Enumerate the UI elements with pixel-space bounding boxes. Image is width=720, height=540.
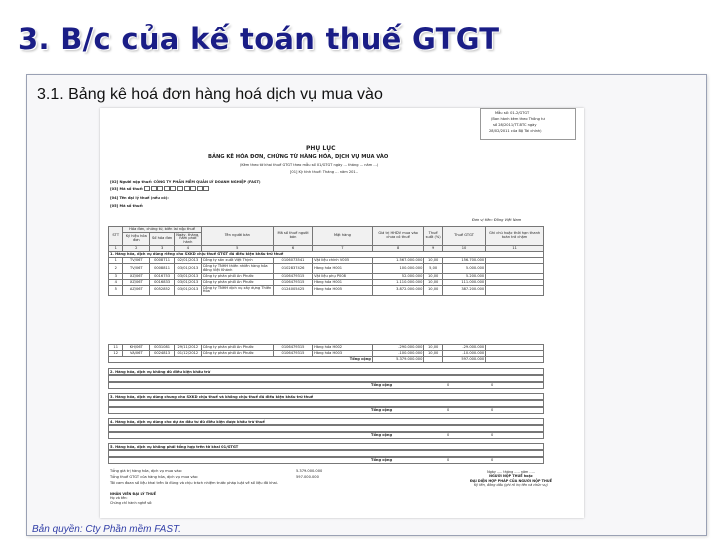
col-header: Mặt hàng [313,227,373,246]
table-cell: 1.110.000.000 [372,279,424,285]
table-cell: 5,00 [424,264,443,274]
table-cell: 03/01/2013 [174,285,201,295]
total-value: 0 [447,458,450,462]
table-cell: 156.700.000 [442,258,485,264]
tax-id-boxes [144,186,210,191]
agent-staff-cert: Chứng chỉ hành nghề số: [110,500,153,505]
total-value: 0 [491,458,494,462]
doc-period: [01] Kỳ tính thuế: Tháng ... năm 201.. [290,170,358,174]
invoice-table [108,226,544,296]
table-cell: 03/01/2013 [174,279,201,285]
col-number: 3 [150,246,175,252]
signature-note: Ký tên, đóng dấu (ghi rõ họ tên và chức vụ) [474,483,548,488]
agent-id-label: [05] Mã số thuế: [110,204,144,208]
tax-id-digit [151,186,157,191]
total-row [108,432,544,439]
tax-id-digit [203,186,209,191]
tax-id-label: [03] Mã số thuế: [110,187,144,191]
form-code-line: Mẫu số: 01-2/GTGT [495,111,530,115]
col-number: 5 [201,246,273,252]
table-cell: 03/01/2013 [174,274,201,280]
table-cell: 0106479315 [273,274,312,280]
table-cell: 5 [109,285,123,295]
table-cell: Công ty TNHH thiên nhiên hàng hóa đồng Việt Khánh [201,264,273,274]
agent-staff-block [110,492,156,505]
table-cell: 02/01/2013 [174,258,201,264]
table-cell: 29/11/2012 [174,345,201,351]
table-cell: 12 [109,350,123,356]
summary-line: Tổng thuế GTGT của hàng hóa, dịch vụ mua vào: [110,475,199,479]
table-cell: -290.000.000 [372,345,424,351]
table-row [109,264,544,274]
table-cell: Công ty TNHH dịch vụ xây dựng Thiên Hòa [201,285,273,295]
agent-staff-title: NHÂN VIÊN ĐẠI LÝ THUẾ [110,492,156,496]
table-cell: 3 [109,274,123,280]
total-label: Tổng cộng [109,356,373,362]
section-heading: 5. Hàng hóa, dịch vụ không phải tổng hợp trên tờ khai 01/GTGT [108,443,544,450]
total-value: 0 [491,408,494,412]
table-cell: 11 [109,345,123,351]
tax-id-digit [177,186,183,191]
empty-row [108,375,544,382]
table-cell: VA/06T [123,350,150,356]
table-cell: Hàng hóa H005 [313,285,373,295]
total-value: 0 [447,408,450,412]
invoice-table-continued [108,344,544,363]
signature-title: NGƯỜI NỘP THUẾ hoặc [489,474,533,479]
table-cell: 387.200.000 [442,285,485,295]
table-cell: 1.567.000.000 [372,258,424,264]
total-value [424,356,443,362]
section-heading: 1. Hàng hóa, dịch vụ dùng riêng cho SXKD chịu thuế GTGT đủ điều kiện khấu trừ thuế [109,252,544,258]
form-code-line: 28/02/2011 của Bộ Tài chính) [489,129,542,133]
total-row [108,407,544,414]
col-number: 4 [174,246,201,252]
total-note [486,356,544,362]
table-cell: 0052852 [150,285,175,295]
table-cell: 10,00 [424,350,443,356]
col-number: 6 [273,246,312,252]
tax-id-digit [197,186,203,191]
col-number: 1 [109,246,123,252]
table-cell: Công ty sản xuất Việt Thịnh [201,258,273,264]
summary-value: 597.000.000 [296,475,319,479]
table-cell: 5.000.000 [442,264,485,274]
slide-title: 3. B/c của kế toán thuế GTGT [18,22,500,56]
total-label: Tổng cộng [371,383,393,387]
table-cell: AZ/06T [123,285,150,295]
col-header: Giá trị HHDV mua vào chưa có thuế [372,227,424,246]
table-row [109,285,544,295]
doc-title-note: (Kèm theo tờ khai thuế GTGT theo mẫu số 01/GTGT ngày ... tháng ... năm ...) [240,163,379,167]
total-label: Tổng cộng [371,433,393,437]
table-cell: 100.000.000 [372,264,424,274]
total-value: 0 [491,433,494,437]
doc-title: BẢNG KÊ HÓA ĐƠN, CHỨNG TỪ HÀNG HÓA, DỊCH VỤ MUA VÀO [208,154,389,160]
empty-row [108,400,544,407]
table-cell: 10,00 [424,279,443,285]
table-cell: Hàng hóa H001 [313,279,373,285]
tax-id-digit [184,186,190,191]
col-number: 10 [442,246,485,252]
copyright-footer: Bản quyền: Cty Phần mềm FAST. [32,524,181,535]
total-row [108,457,544,464]
table-cell: 0016833 [150,279,175,285]
table-cell: 0106479315 [273,350,312,356]
section-heading: 4. Hàng hóa, dịch vụ dùng cho dự án đầu tư đủ điều kiện được khấu trừ thuế [108,418,544,425]
agent-label: [04] Tên đại lý thuế (nếu có): [110,196,169,200]
table-cell: TV/06T [123,258,150,264]
table-cell: Hàng hóa H001 [313,264,373,274]
col-header: Hóa đơn, chứng từ, biên lai nộp thuế [123,227,201,233]
total-value: 0 [491,383,494,387]
form-code-line: số 28/2011/TT-BTC ngày [493,123,537,127]
table-cell: 0124005425 [273,285,312,295]
summary-line: Tổng giá trị hàng hóa, dịch vụ mua vào: [110,469,182,473]
empty-row [108,450,544,457]
form-code-line: (Ban hành kèm theo Thông tư [491,117,545,121]
table-cell: 0008811 [150,264,175,274]
document-image [100,108,584,518]
table-cell: -29.000.000 [442,345,485,351]
agent-staff-name: Họ và tên: [110,496,128,501]
table-cell: 0031081 [150,345,175,351]
form-code-box [480,108,576,140]
table-cell: KH/06T [123,345,150,351]
table-cell: XZ/06T [123,279,150,285]
table-cell: 10,00 [424,274,443,280]
table-cell: 2 [109,264,123,274]
table-cell: 1 [109,258,123,264]
table-cell: 0106479315 [273,345,312,351]
total-value: 0 [447,433,450,437]
table-cell: 10,00 [424,258,443,264]
slide-subtitle: 3.1. Bảng kê hoá đơn hàng hoá dịch vụ mua vào [37,86,383,103]
table-cell: 0024813 [150,350,175,356]
col-header: Mã số thuế người bán [273,227,312,246]
tax-id-digit [144,186,150,191]
sub-col-header: Ký hiệu hóa đơn [123,232,150,245]
table-cell: Công ty phân phối An Phước [201,345,273,351]
col-header: Ghi chú hoặc thời hạn thanh toán trả chậm [486,227,544,246]
total-value: 0 [447,383,450,387]
col-number: 8 [372,246,424,252]
table-cell: 03/01/2013 [174,264,201,274]
tax-id-digit [190,186,196,191]
table-cell: 0106479315 [273,279,312,285]
total-row [108,382,544,389]
summary-value: 5.379.000.000 [296,469,323,473]
table-cell: 4 [109,279,123,285]
col-header: STT [109,227,123,246]
section-heading: 2. Hàng hóa, dịch vụ không đủ điều kiện khấu trừ [108,368,544,375]
total-label: Tổng cộng [371,458,393,462]
col-number: 11 [486,246,544,252]
signature-title: ĐẠI DIỆN HỢP PHÁP CỦA NGƯỜI NỘP THUẾ [470,478,552,483]
col-number: 2 [123,246,150,252]
total-value: 597.000.000 [442,356,485,362]
table-cell: Công ty phân phối An Phước [201,274,273,280]
table-cell: Công ty phân phối An Phước [201,279,273,285]
table-cell: Vật liệu chính V005 [313,258,373,264]
unit-note: Đơn vị tiền: Đồng Việt Nam [472,218,522,222]
table-cell: 10,00 [424,345,443,351]
table-cell: Hàng hóa H003 [313,350,373,356]
col-header: Tên người bán [201,227,273,246]
taxpayer-line: [02] Người nộp thuế: CÔNG TY PHẦN MỀM QUẢN LÝ DOANH NGHIỆP (FAST) [110,180,261,184]
table-cell: -100.000.000 [372,350,424,356]
col-header: Thuế GTGT [442,227,485,246]
table-cell [486,264,544,274]
table-cell: Vật liệu phụ P008 [313,274,373,280]
table-cell: -10.000.000 [442,350,485,356]
table-cell: 01/12/2012 [174,350,201,356]
signature-block [470,470,552,488]
total-label: Tổng cộng [371,408,393,412]
table-cell: 0008711 [150,258,175,264]
tax-id-digit [157,186,163,191]
table-cell: 3.872.000.000 [372,285,424,295]
table-cell: XZ/06T [123,274,150,280]
summary-line: Tôi cam đoan số liệu khai trên là đúng và chịu trách nhiệm trước pháp luật về số liệu đã khai. [110,481,278,485]
table-cell: Hàng hóa H002 [313,345,373,351]
table-cell: 111.000.000 [442,279,485,285]
tax-id-digit [164,186,170,191]
empty-row [108,425,544,432]
table-cell: Công ty phân phối An Phước [201,350,273,356]
table-cell: 52.000.000 [372,274,424,280]
table-cell: 0106073541 [273,258,312,264]
sub-col-header: Ngày, tháng, năm phát hành [176,232,200,245]
table-cell: 0102837426 [273,264,312,274]
table-cell: 0016753 [150,274,175,280]
col-number: 9 [424,246,443,252]
tax-id-digit [170,186,176,191]
col-number: 7 [313,246,373,252]
table-cell [486,285,544,295]
table-cell: 5.200.000 [442,274,485,280]
table-cell: TV/06T [123,264,150,274]
table-cell: 10,00 [424,285,443,295]
total-value: 5.379.000.000 [372,356,424,362]
signature-date: Ngày ..... tháng ..... năm ..... [487,470,535,474]
sub-col-header: Số hóa đơn [150,232,175,245]
col-header: Thuế suất (%) [424,227,443,246]
doc-heading: PHỤ LỤC [306,145,336,152]
section-heading: 3. Hàng hóa, dịch vụ dùng chung cho SXKD chịu thuế và không chịu thuế đủ điều kiện khấu trừ thuế [108,393,544,400]
